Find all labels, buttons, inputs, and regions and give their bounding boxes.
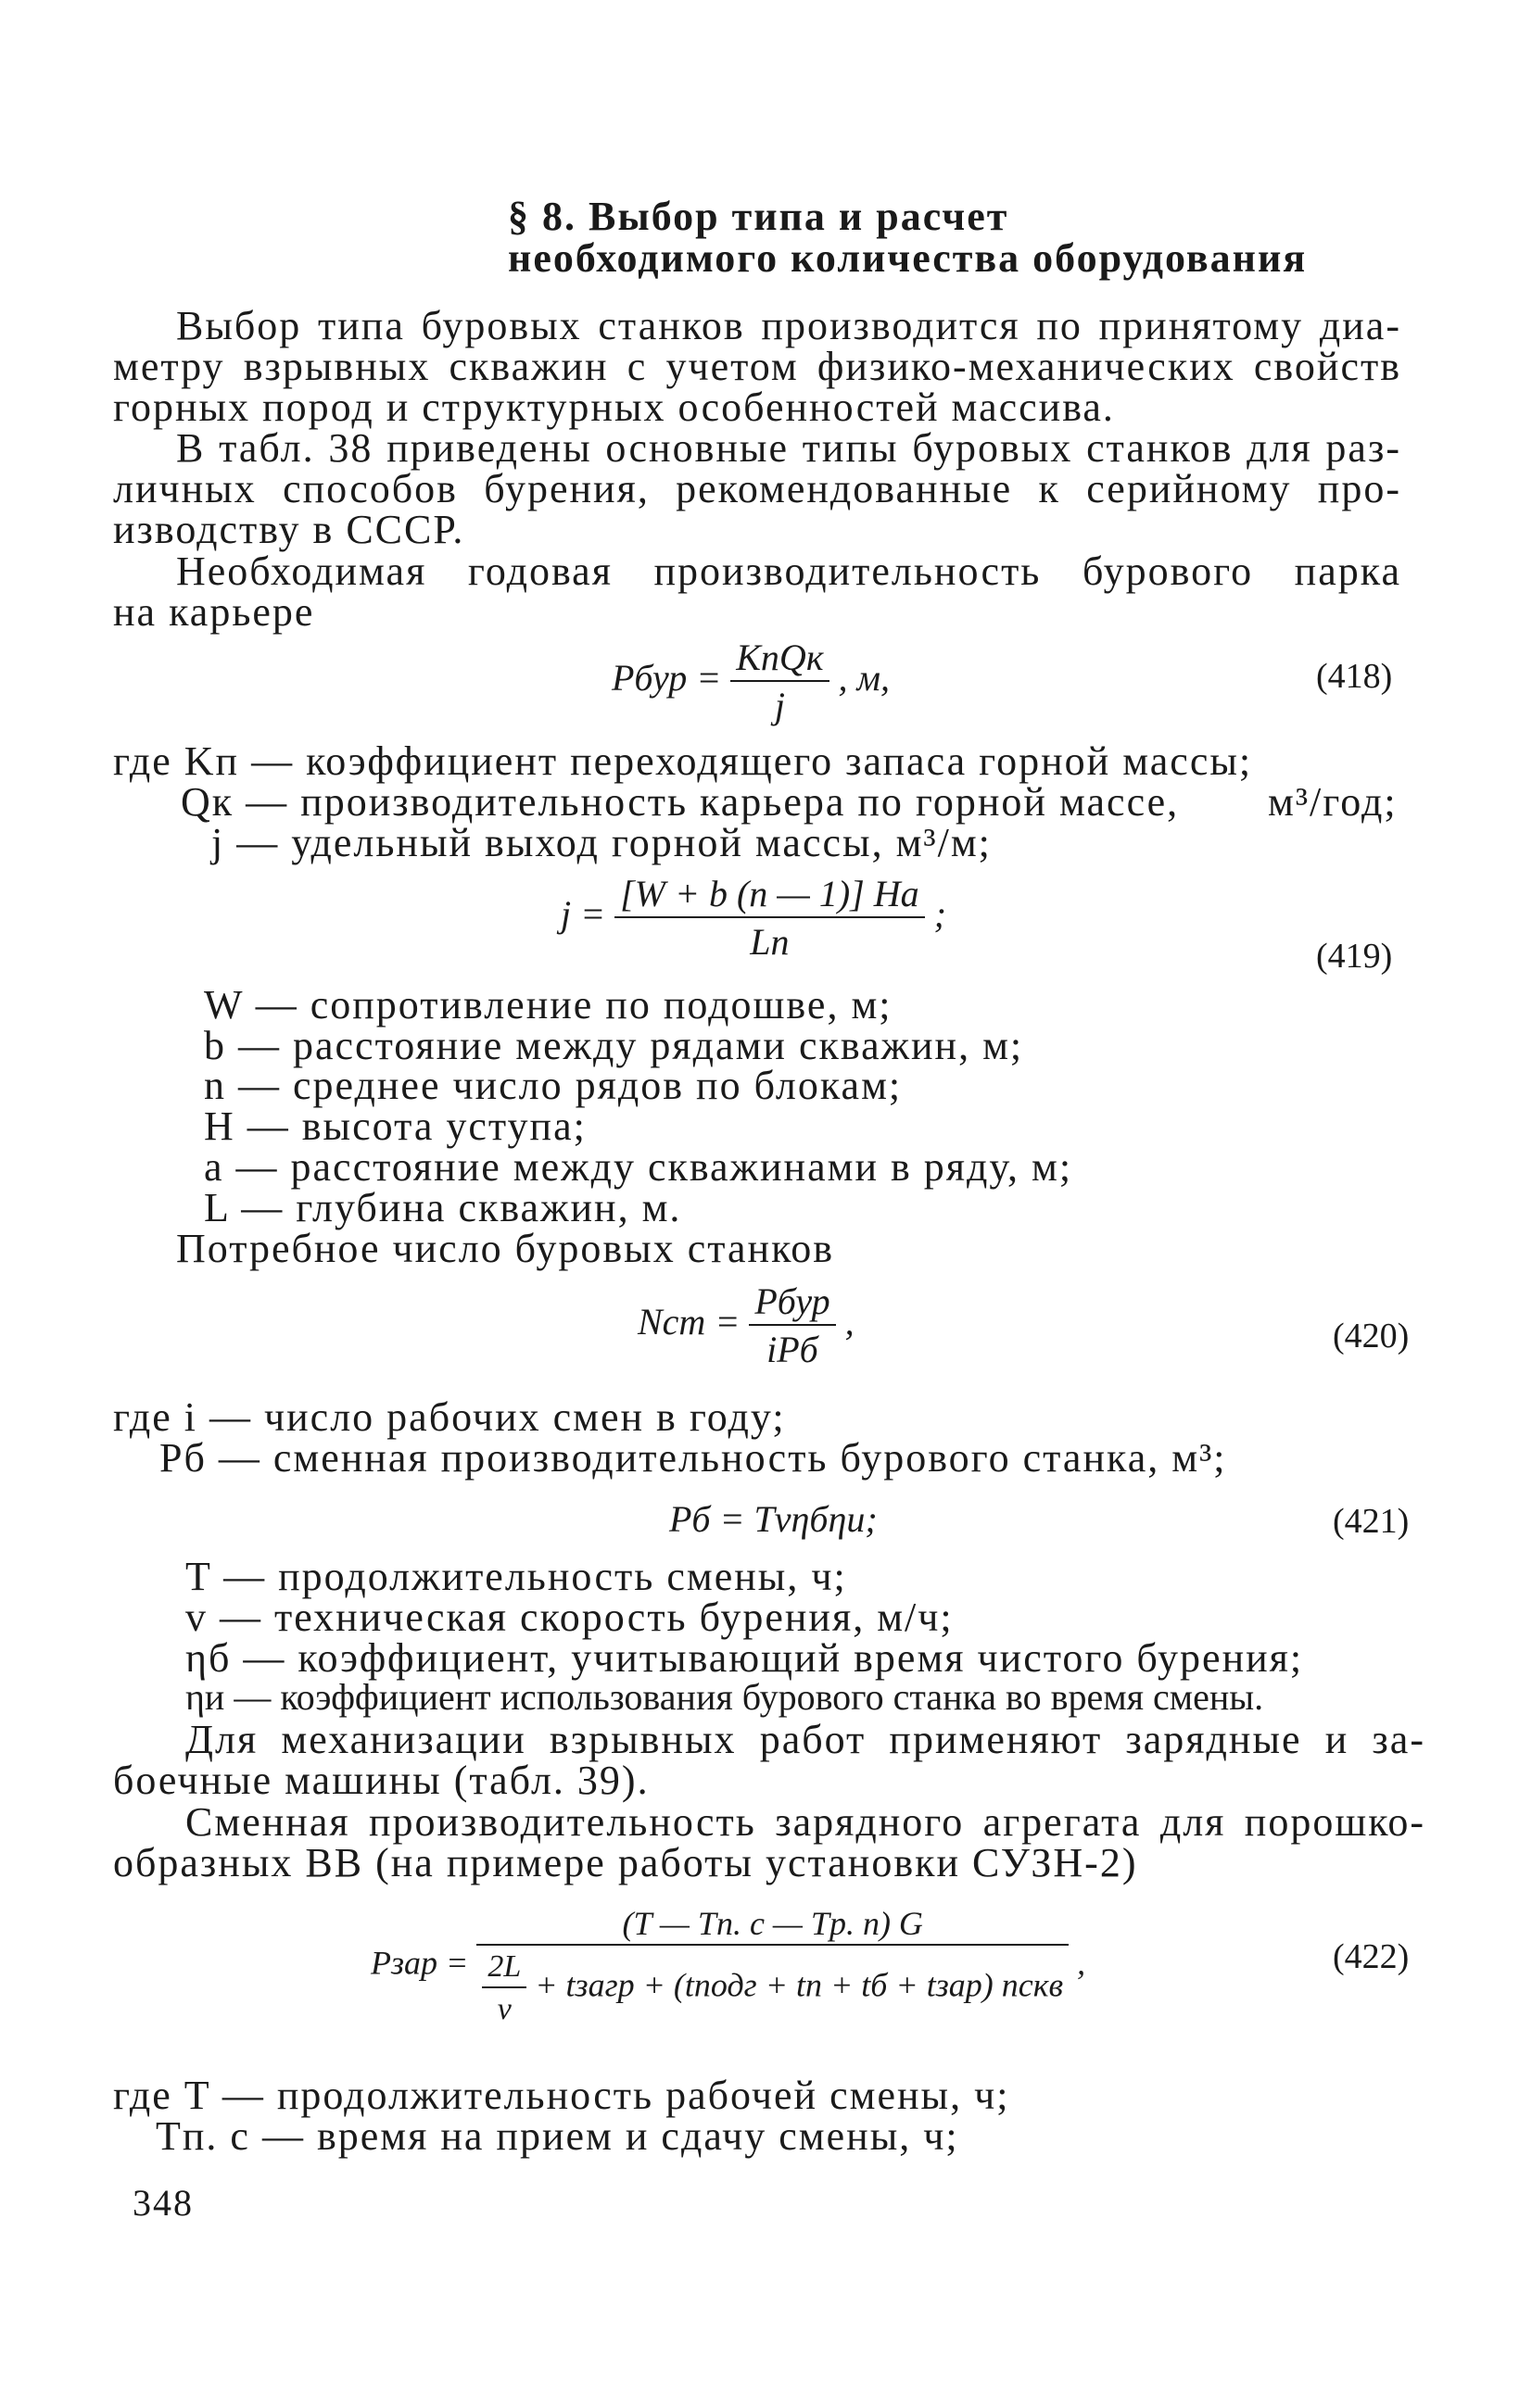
equation-418	[612, 639, 890, 725]
paragraph-line: Потребное число буровых станков	[176, 1226, 834, 1271]
denominator: Ln	[614, 916, 925, 961]
definition-line: j — удельный выход горной массы, м³/м;	[211, 820, 992, 865]
definition-line: Pб — сменная производительность бурового станка, м³;	[159, 1435, 1227, 1481]
definition-line: n — среднее число рядов по блокам;	[204, 1063, 903, 1108]
eq-lhs: Pзар =	[371, 1944, 469, 1982]
definition-line: L — глубина скважин, м.	[204, 1185, 682, 1230]
eq-lhs: j =	[561, 893, 606, 936]
eq-tail: ,	[844, 1301, 855, 1343]
numerator: Pбур	[754, 1280, 830, 1322]
paragraph-line: Сменная производительность зарядного агрегата для порошко-	[185, 1799, 1425, 1845]
definition-line: где T — продолжительность рабочей смены, ч;	[113, 2073, 1010, 2118]
paragraph-line: боечные машины (табл. 39).	[113, 1758, 650, 1803]
definition-line: ηи — коэффициент использования бурового станка во время смены.	[185, 1676, 1264, 1718]
definition-line: Qк — производительность карьера по горной массе,	[181, 779, 1180, 825]
page-number: 348	[133, 2182, 194, 2224]
equation-number: (419)	[1316, 937, 1393, 976]
eq-tail: ,	[1077, 1944, 1086, 1982]
definition-line: где Kп — коэффициент переходящего запаса горной массы;	[113, 738, 1253, 784]
fraction	[476, 1907, 1069, 2025]
definition-line: W — сопротивление по подошве, м;	[204, 982, 893, 1027]
equation-422	[371, 1907, 1085, 2025]
numerator: [W + b (n — 1)] Ha	[620, 873, 919, 914]
paragraph-line: на карьере	[113, 589, 315, 635]
section-heading-line2: необходимого количества оборудования	[508, 235, 1308, 281]
section-heading-line1: § 8. Выбор типа и расчет	[508, 194, 1009, 239]
fraction	[730, 639, 829, 725]
paragraph-line: горных пород и структурных особенностей массива.	[113, 385, 1115, 430]
paragraph-line: В табл. 38 приведены основные типы буровых станков для раз-	[176, 425, 1401, 471]
equation-420	[638, 1280, 855, 1370]
numerator: (T — Tп. с — Tр. п) G	[622, 1905, 923, 1942]
definition-line: H — высота уступа;	[204, 1103, 587, 1149]
eq-unit: , м,	[838, 657, 891, 700]
equation-421: Pб = Tvηбηи;	[669, 1498, 878, 1540]
denominator: iPб	[749, 1324, 835, 1368]
paragraph-line: метру взрывных скважин с учетом физико-механических свойств	[113, 344, 1401, 389]
eq-tail: ;	[933, 893, 946, 936]
paragraph-line: изводству в СССР.	[113, 507, 465, 552]
denominator-rest: + tзагр + (tподг + tп + tб + tзар) nскв	[535, 1966, 1064, 2004]
definition-line: где i — число рабочих смен в году;	[113, 1394, 786, 1440]
nested-denominator: v	[482, 1986, 526, 2025]
equation-number: (420)	[1333, 1317, 1410, 1355]
definition-line: b — расстояние между рядами скважин, м;	[204, 1023, 1024, 1068]
equation-419	[561, 873, 946, 963]
paragraph-line: Выбор типа буровых станков производится по принятому диа-	[176, 303, 1401, 348]
fraction	[749, 1280, 835, 1370]
eq-lhs: Pбур =	[612, 657, 722, 700]
definition-line: v — техническая скорость бурения, м/ч;	[185, 1595, 954, 1640]
nested-numerator: 2L	[487, 1949, 522, 1984]
paragraph-line: Необходимая годовая производительность бурового парка	[176, 548, 1401, 594]
denominator	[476, 1944, 1069, 2025]
definition-unit: м³/год;	[1268, 779, 1398, 825]
fraction	[614, 873, 925, 963]
equation-number: (418)	[1316, 657, 1393, 696]
definition-line: ηб — коэффициент, учитывающий время чистого бурения;	[185, 1635, 1304, 1681]
numerator: KпQк	[736, 637, 824, 678]
paragraph-line: Для механизации взрывных работ применяют зарядные и за-	[185, 1717, 1425, 1762]
definition-line: a — расстояние между скважинами в ряду, м;	[204, 1144, 1073, 1190]
eq-lhs: Nст =	[638, 1301, 741, 1343]
definition-line: Tп. с — время на прием и сдачу смены, ч;	[156, 2113, 959, 2159]
definition-line: T — продолжительность смены, ч;	[185, 1554, 847, 1599]
paragraph-line: личных способов бурения, рекомендованные к серийному про-	[113, 466, 1401, 511]
equation-number: (422)	[1333, 1937, 1410, 1976]
paragraph-line: образных ВВ (на примере работы установки СУЗН-2)	[113, 1840, 1138, 1885]
equation-number: (421)	[1333, 1502, 1410, 1541]
denominator: j	[730, 680, 829, 725]
nested-fraction	[482, 1951, 526, 2025]
